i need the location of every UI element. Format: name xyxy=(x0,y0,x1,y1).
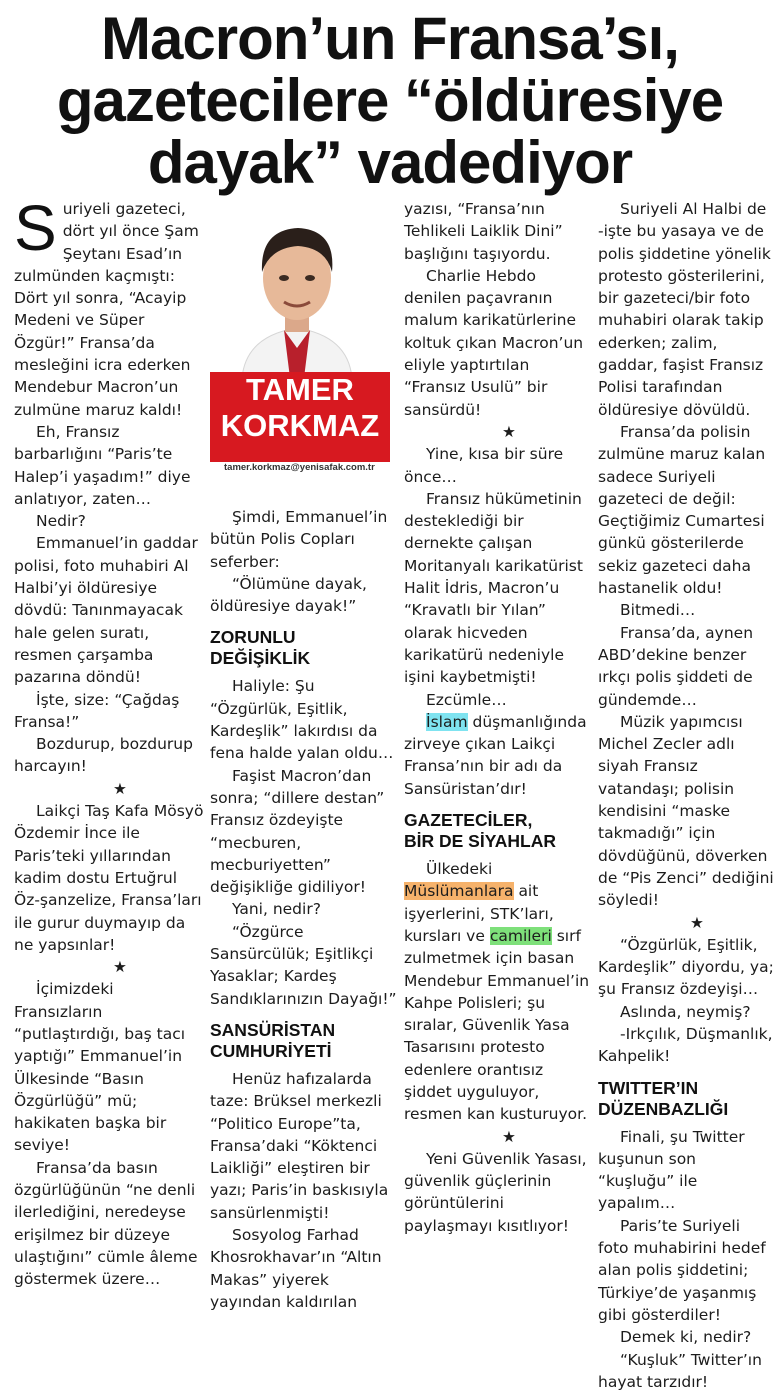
paragraph: -Irkçılık, Düşmanlık, Kahpelik! xyxy=(598,1024,773,1066)
subheading: TWITTER’IN DÜZENBAZLIĞI xyxy=(598,1077,729,1119)
paragraph: Sosyolog Farhad Khosrokhavar’ın “Altın Makas” yiyerek yayından kaldırılan xyxy=(210,1226,382,1311)
paragraph: Suriyeli Al Halbi de -işte bu yasaya ve de polis şiddetine yönelik protesto gösterilerini, bir gazeteci/bir foto muhabiri olarak takip ederken; zalim, gaddar, faşist Fransız Polisi tarafından öldüresiye dövüldü. xyxy=(598,200,771,419)
paragraph: Emmanuel’in gaddar polisi, foto muhabiri Al Halbi’yi öldüresiye dövdü: Tanınmayacak hale gelen suratı, resmen çarşamba pazarına döndü! xyxy=(14,534,198,687)
headline-line-2: gazetecilere “öldüresiye xyxy=(56,67,724,134)
paragraph: Fransa’da polisin zulmüne maruz kalan sadece Suriyeli gazeteci de değil: Geçtiğimiz Cumartesi günkü gösterilerde sekiz gazeteci daha hastanelik oldu! xyxy=(598,422,766,598)
paragraph: Charlie Hebdo denilen paçavranın malum karikatürlerine koltuk çıkan Macron’un eliyle yaptırtılan “Fransız Usulü” bir sansürdü! xyxy=(404,266,584,419)
highlight-islam: İslam xyxy=(426,712,468,731)
subheading: GAZETECİLER, BİR DE SİYAHLAR xyxy=(404,810,557,852)
headline-line-1: Macron’un Fransa’sı, xyxy=(101,5,679,72)
star-separator: ★ xyxy=(502,1127,516,1146)
paragraph: Haliyle: Şu “Özgürlük, Eşitlik, Kardeşlik” lakırdısı da fena halde yalan oldu… xyxy=(210,677,394,763)
column-1 xyxy=(14,192,204,1291)
star-separator: ★ xyxy=(113,958,127,977)
author-name-box xyxy=(210,372,390,462)
star-separator: ★ xyxy=(113,779,127,798)
author-portrait xyxy=(232,208,362,378)
paragraph: “Kuşluk” Twitter’ın hayat tarzıdır! xyxy=(598,1350,762,1391)
paragraph: İçimizdeki Fransızların “putlaştırdığı, baş tacı yaptığı” Emmanuel’in Ülkesinde “Basın Özgürlüğü” mü; hakikaten başka bir seviye! xyxy=(14,980,186,1155)
paragraph: Bitmedi… xyxy=(620,601,696,620)
paragraph: Henüz hafızalarda taze: Brüksel merkezli “Politico Europe”ta, Fransa’daki “Köktenci Laikliği” eleştiren bir yazı; Paris’in baskısıyla sansürlenmişti! xyxy=(210,1069,389,1222)
author-first-name: TAMER xyxy=(246,372,354,407)
paragraph: Fransa’da, aynen ABD’dekine benzer ırkçı polis şiddeti de gündemde… xyxy=(598,623,754,709)
paragraph: Suriyeli gazeteci, dört yıl önce Şam Şeytanı Esad’ın zulmünden kaçmıştı: Dört yıl sonra, “Acayip Medeni ve Süper Özgür!” Fransa’da mesleğini icra ederken Mendebur Macron’un zulmüne maruz kaldı! xyxy=(14,192,199,419)
column-4 xyxy=(598,198,774,1393)
author-box xyxy=(210,200,390,490)
paragraph: Yani, nedir? xyxy=(232,900,321,919)
paragraph: yazısı, “Fransa’nın Tehlikeli Laiklik Dini” başlığını taşıyordu. xyxy=(404,200,563,263)
paragraph: “Özgürlük, Eşitlik, Kardeşlik” diyordu, ya; şu Fransız özdeyişi… xyxy=(598,935,774,999)
paragraph: Şimdi, Emmanuel’in bütün Polis Copları seferber: xyxy=(210,508,388,571)
paragraph: Müzik yapımcısı Michel Zecler adlı siyah Fransız vatandaşı; polisin kendisini “maske takmadığı” için dövdüğünü, döverken de “Pis Zenci” dediğini söyledi! xyxy=(598,712,774,910)
paragraph: Eh, Fransız barbarlığını “Paris’te Halep’i yaşadım!” diye anlatıyor, zaten… xyxy=(14,422,191,508)
paragraph: Demek ki, nedir? xyxy=(620,1328,752,1347)
paragraph: “Özgürce Sansürcülük; Eşitlikçi Yasaklar; Kardeş Sandıklarınızın Dayağı!” xyxy=(210,922,397,1008)
star-separator: ★ xyxy=(502,422,516,441)
highlight-muslims: Müslümanlara xyxy=(404,882,514,901)
paragraph: Faşist Macron’dan sonra; “dillere destan” Fransız özdeyişte “mecburen, mecburiyetten” değişikliğe gidiliyor! xyxy=(210,766,385,897)
headline xyxy=(0,5,780,196)
subheading: SANSÜRİSTAN CUMHURİYETİ xyxy=(210,1019,336,1061)
paragraph: Ezcümle… xyxy=(426,690,507,709)
highlight-mosques: camileri xyxy=(489,926,552,945)
author-email[interactable]: tamer.korkmaz@yenisafak.com.tr xyxy=(224,462,375,473)
paragraph: Laikçi Taş Kafa Mösyö Özdemir İnce ile Paris’teki yıllarından kadim dostu Ertuğrul Öz-şanzelize, Fransa’ları ile gurur duymayıp da ne yapsınlar! xyxy=(14,802,204,954)
paragraph: Fransız hükümetinin desteklediği bir dernekte çalışan Moritanyalı karikatürist Halit İdris, Macron’u “Kravatlı bir Yılan” olarak hicveden karikatürü nedeniyle işini kaybetmişti! xyxy=(404,489,583,687)
paragraph: Ülkedeki Müslümanlara ait işyerlerini, STK’ları, kursları ve camileri sırf zulmetmek için basan Mendebur Emmanuel’in Kahpe Polisleri; şu sıralar, Güvenlik Yasa Tasarısını protesto edenlere orantısız şiddet uyguluyor, resmen kan kusturuyor. xyxy=(404,860,590,1124)
column-2 xyxy=(210,506,398,1313)
paragraph: Nedir? xyxy=(36,512,86,531)
paragraph: “Ölümüne dayak, öldüresiye dayak!” xyxy=(210,574,367,616)
paragraph: Yine, kısa bir süre önce… xyxy=(404,445,564,486)
star-separator: ★ xyxy=(690,913,704,932)
column-3 xyxy=(404,198,592,1237)
subheading: ZORUNLU DEĞİŞİKLİK xyxy=(210,627,311,669)
paragraph: Bozdurup, bozdurup harcayın! xyxy=(14,735,193,776)
paragraph: Paris’te Suriyeli foto muhabirini hedef alan polis şiddetini; Türkiye’de yaşanmış gibi gösterdiler! xyxy=(598,1216,766,1324)
drop-cap: S xyxy=(14,192,57,264)
paragraph: Yeni Güvenlik Yasası, güvenlik güçlerinin görüntülerini paylaşmayı kısıtlıyor! xyxy=(404,1149,587,1235)
paragraph: İşte, size: “Çağdaş Fransa!” xyxy=(14,690,180,731)
headline-line-3: dayak” vadediyor xyxy=(147,129,633,196)
paragraph: Aslında, neymiş? xyxy=(620,1002,751,1021)
paragraph: Finali, şu Twitter kuşunun son “kuşluğu” ile yapalım… xyxy=(598,1127,745,1213)
paragraph: Fransa’da basın özgürlüğünün “ne denli ilerlediğini, neredeyse erişilmez bir düzeye ulaştığını” cümle âleme göstermek üzere… xyxy=(14,1158,198,1289)
paragraph: İslam düşmanlığında zirveye çıkan Laikçi Fransa’nın bir adı da Sansüristan’dır! xyxy=(404,712,587,798)
author-last-name: KORKMAZ xyxy=(220,408,380,443)
